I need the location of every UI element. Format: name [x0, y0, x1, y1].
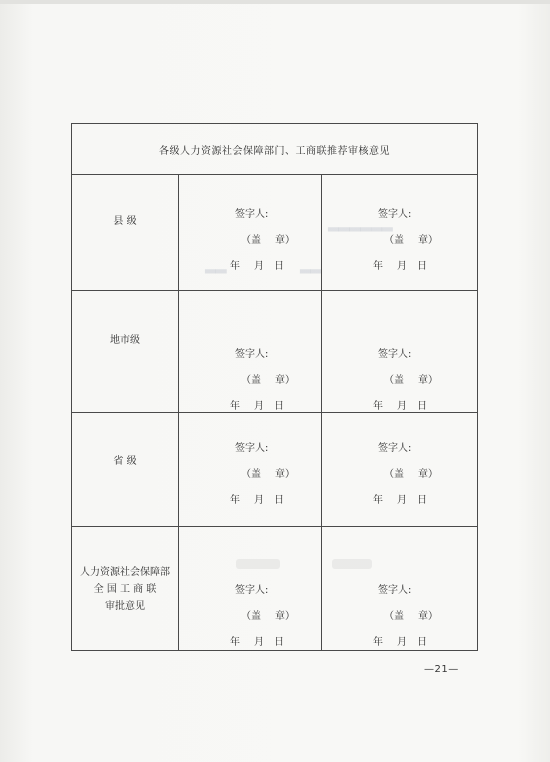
- date-day: 日: [274, 495, 284, 506]
- seal-label: 章）: [275, 375, 295, 386]
- signature-block: [179, 436, 319, 514]
- seal-label: （盖: [384, 235, 404, 246]
- date-month: 月: [254, 401, 264, 412]
- seal-label: 章）: [275, 469, 295, 480]
- signature-block: [179, 202, 319, 280]
- seal-label: （盖: [241, 611, 261, 622]
- date-year: 年: [230, 401, 240, 412]
- date-year: 年: [230, 637, 240, 648]
- signature-block: [322, 578, 462, 656]
- page-number: —21—: [424, 664, 459, 675]
- signer-label: 签字人:: [235, 209, 269, 220]
- signature-block: [322, 202, 462, 280]
- date-day: 日: [274, 637, 284, 648]
- seal-label: （盖: [384, 611, 404, 622]
- row-label-county: 县 级: [113, 215, 137, 227]
- row-label-city: 地市级: [110, 334, 140, 346]
- signer-label: 签字人:: [235, 349, 269, 360]
- seal-label: 章）: [418, 375, 438, 386]
- date-year: 年: [373, 261, 383, 272]
- date-year: 年: [373, 637, 383, 648]
- signer-label: 签字人:: [235, 443, 269, 454]
- date-month: 月: [254, 637, 264, 648]
- row-label-line: 人力资源社会保障部: [80, 566, 170, 578]
- seal-label: （盖: [384, 375, 404, 386]
- seal-label: 章）: [418, 469, 438, 480]
- date-year: 年: [230, 495, 240, 506]
- row-label-ministry: [72, 526, 178, 652]
- date-day: 日: [417, 261, 427, 272]
- bleed-through-mark: ▂▂: [205, 258, 227, 274]
- signature-block: [322, 342, 462, 420]
- date-month: 月: [254, 495, 264, 506]
- date-day: 日: [417, 401, 427, 412]
- signer-label: 签字人:: [378, 585, 412, 596]
- seal-label: 章）: [418, 235, 438, 246]
- date-month: 月: [254, 261, 264, 272]
- date-day: 日: [274, 261, 284, 272]
- signer-label: 签字人:: [378, 209, 412, 220]
- row-label-province: 省 级: [113, 455, 137, 467]
- date-month: 月: [397, 495, 407, 506]
- seal-label: （盖: [384, 469, 404, 480]
- date-year: 年: [373, 401, 383, 412]
- signer-label: 签字人:: [378, 443, 412, 454]
- seal-label: 章）: [275, 235, 295, 246]
- seal-label: 章）: [275, 611, 295, 622]
- row-label-line: 审批意见: [105, 600, 145, 612]
- signer-label: 签字人:: [235, 585, 269, 596]
- date-month: 月: [397, 261, 407, 272]
- seal-label: 章）: [418, 611, 438, 622]
- signature-block: [179, 578, 319, 656]
- date-year: 年: [373, 495, 383, 506]
- signer-label: 签字人:: [378, 349, 412, 360]
- row-label-line: 全 国 工 商 联: [93, 583, 157, 595]
- date-year: 年: [230, 261, 240, 272]
- signature-block: [322, 436, 462, 514]
- date-day: 日: [274, 401, 284, 412]
- signature-block: [179, 342, 319, 420]
- date-day: 日: [417, 495, 427, 506]
- seal-label: （盖: [241, 375, 261, 386]
- approval-form-table: [71, 123, 478, 651]
- seal-label: （盖: [241, 469, 261, 480]
- scan-edge: [0, 0, 550, 4]
- date-month: 月: [397, 637, 407, 648]
- bleed-through-mark: ▂▂▂▂▂▂: [328, 216, 393, 232]
- date-month: 月: [397, 401, 407, 412]
- form-header: 各级人力资源社会保障部门、工商联推荐审核意见: [159, 145, 390, 157]
- date-day: 日: [417, 637, 427, 648]
- bleed-through-mark: ▂▂: [300, 258, 322, 274]
- seal-label: （盖: [241, 235, 261, 246]
